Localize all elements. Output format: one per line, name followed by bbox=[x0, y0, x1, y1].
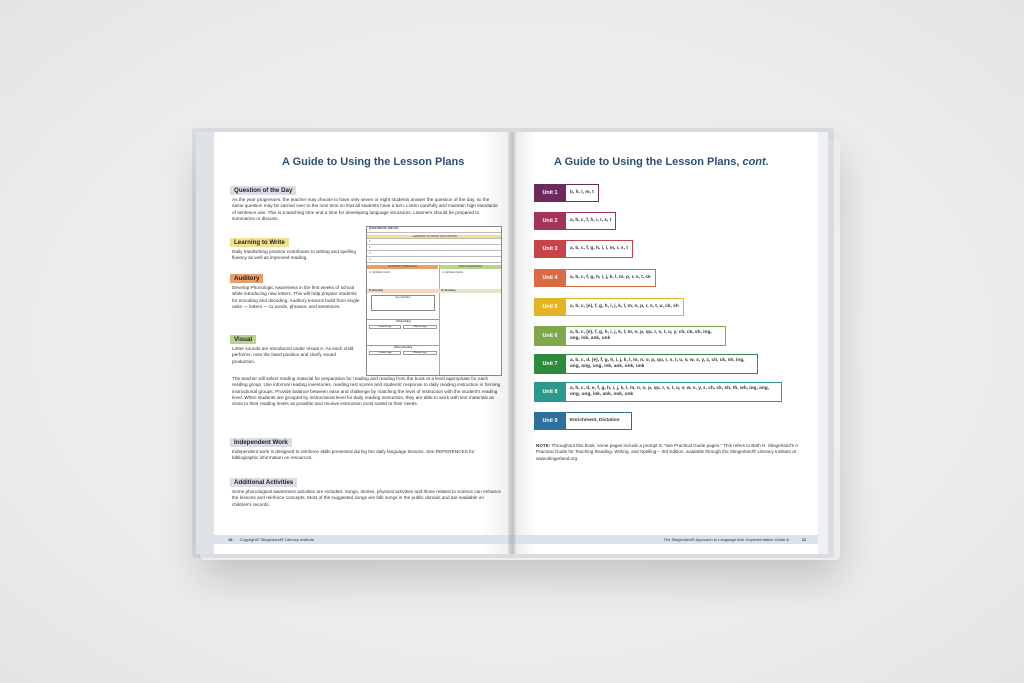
left-page-title: A Guide to Using the Lesson Plans bbox=[282, 156, 465, 168]
unit-letters-5: a, b, c, (e), f, g, h, i, j, k, l, m, n, p, r, s, t, u, ck, sh bbox=[566, 298, 684, 316]
unit-label-2: Unit 2 bbox=[534, 212, 566, 230]
form-header: QUESTION OF THE DAY bbox=[367, 227, 501, 233]
unit-row-6 bbox=[534, 326, 726, 346]
section-heading-additional-activities: Additional Activities bbox=[230, 478, 297, 487]
form-generalization-box: Generalization bbox=[371, 295, 435, 311]
unit-row-3 bbox=[534, 240, 633, 258]
form-auditory-band: AUDITORY APPROACH bbox=[367, 265, 438, 269]
unit-row-8 bbox=[534, 382, 782, 402]
section-heading-question-of-the-day: Question of the Day bbox=[230, 186, 296, 195]
form-printed-copy-2: Printed Copy bbox=[369, 351, 401, 355]
section-text-additional-activities: Some phonological awareness activities are included. Songs, stories, physical activities and those related to science can enhance the lessons and reinforce concepts. Most of the suggested songs are folk songs in the public domain and are available on children's records. bbox=[232, 489, 502, 507]
unit-row-7 bbox=[534, 354, 758, 374]
section-text-reading-groups: The teacher will select reading material for preparation for reading and reading from the book at a level appropriate for each reading group. Use informal reading inventories, reading test scores and students' response to daily reading instruction in forming instructional groups. Provide balance between ease and challenge by matching the level of instruction with the student's reading level. When students are grouped by instructional level for daily reading instruction, they are able to work with text materials as close to their reading levels as possible and receive instruction most suited to their needs. bbox=[232, 376, 501, 407]
section-text-learning-to-write: Daily handwriting practice contributes to writing and spelling fluency as well as improved reading. bbox=[232, 249, 357, 261]
right-page bbox=[512, 132, 828, 554]
unit-label-6: Unit 6 bbox=[534, 326, 566, 346]
form-band: LEARNING TO WRITE OR AUDITORY bbox=[367, 235, 501, 239]
left-page-footer bbox=[214, 535, 512, 544]
book-gutter bbox=[508, 132, 516, 554]
form-divider bbox=[439, 265, 440, 375]
form-alphabet-cards-left: A. Alphabet Cards bbox=[369, 271, 390, 274]
unit-row-9 bbox=[534, 412, 632, 430]
right-page-title bbox=[554, 156, 769, 168]
unit-label-9: Unit 9 bbox=[534, 412, 566, 430]
unit-letters-6: a, b, c, (e), f, g, h, i, j, k, l, m, n, p, qu, r, s, t, u, y, ch, ck, sh, ing, ang, ink, ank, unk bbox=[566, 326, 726, 346]
form-visual-band: VISUAL APPROACH bbox=[439, 265, 501, 269]
form-row-4: 4 bbox=[367, 258, 501, 263]
unit-label-8: Unit 8 bbox=[534, 382, 566, 402]
section-heading-independent-work: Independent Work bbox=[230, 438, 292, 447]
right-page-footer-text: The Slingerland® Approach to Language Arts: Implementation Guide A bbox=[663, 537, 789, 542]
form-encoding-band: B. Encoding bbox=[367, 289, 439, 293]
lesson-plan-form-thumbnail bbox=[366, 226, 502, 376]
practical-guide-note bbox=[536, 443, 806, 462]
section-text-independent-work: Independent work is designed to reinforce skills presented during the daily language lessons. See REFERENCES for bibliographic information on resources. bbox=[232, 449, 475, 461]
form-written-encoding: Written Encoding bbox=[367, 345, 439, 349]
unit-letters-9: Enrichment, Dictation bbox=[566, 412, 632, 430]
form-without-copy-2: Without Copy bbox=[403, 351, 437, 355]
form-unit-encoding: Unit Encoding bbox=[367, 319, 439, 323]
left-page-footer-text: Copyright© Slingerland® Literacy Institute bbox=[239, 537, 314, 542]
unit-row-5 bbox=[534, 298, 684, 316]
left-page-margin-bar bbox=[196, 132, 214, 554]
form-decoding-band: B. Decoding bbox=[439, 289, 501, 293]
form-without-copy-1: Without Copy bbox=[403, 325, 437, 329]
right-page-footer bbox=[512, 535, 818, 544]
section-heading-auditory: Auditory bbox=[230, 274, 263, 283]
left-page bbox=[196, 132, 512, 554]
section-text-auditory: Develop Phonologic Awareness in the first weeks of school while introducing new letters. This will help prepare students for encoding and decoding. Auditory lessons build from single units — letters — to words, phrases, and sentences. bbox=[232, 285, 360, 309]
unit-letters-8: a, b, c, d, e, f, g, h, i, j, k, l, m, n, o, p, qu, r, s, t, u, v, w, x, y, z, ch, ck, sh, th, wh, ing, ang, ong, ung, ink, ank, onk, unk bbox=[566, 382, 782, 402]
form-row-3: 3 bbox=[367, 252, 501, 257]
right-page-margin-bar bbox=[818, 132, 828, 554]
unit-label-5: Unit 5 bbox=[534, 298, 566, 316]
unit-row-2 bbox=[534, 212, 616, 230]
unit-row-4 bbox=[534, 269, 656, 287]
section-heading-visual: Visual bbox=[230, 335, 256, 344]
unit-letters-4: a, b, c, f, g, h, i, j, k, l, m, p, r, s, t, ck bbox=[566, 269, 656, 287]
note-text: Throughout this book, some pages include a prompt to "see Practical Guide pages." This refers to Beth H. Slingerland's A Practical Guide for Teaching Reading, Writing, and Spelling – 3rd Edition, available through the Slingerland® Literacy Institute at www.slingerland.org. bbox=[536, 443, 798, 461]
form-printed-copy-1: Printed Copy bbox=[369, 325, 401, 329]
form-alphabet-cards-right: A. Alphabet Cards bbox=[442, 271, 463, 274]
unit-letters-7: a, b, c, d, (e), f, g, h, i, j, k, l, m, n, o, p, qu, r, s, t, u, v, w, x, y, z, ch, ck, sh, ing, ang, ong, ung, ink, ank, onk, unk bbox=[566, 354, 758, 374]
right-page-title-italic: cont. bbox=[742, 156, 769, 168]
unit-label-3: Unit 3 bbox=[534, 240, 566, 258]
note-label: NOTE: bbox=[536, 443, 551, 448]
section-text-question-of-the-day: As the year progresses, the teacher may choose to have only seven or eight students answer the question of the day, so the same question may be carried over to the next time so that all students have a turn. Listen carefully and maintain high standards of sentence use. This is a teaching time and a time for developing language structures. Listeners should be prepared to summarize or discuss. bbox=[232, 197, 498, 221]
section-text-visual: Letter sounds are introduced under Visual A. As each child performs, note the hand position and clarify sound production. bbox=[232, 346, 354, 364]
right-page-number: 11 bbox=[801, 537, 806, 542]
unit-row-1 bbox=[534, 184, 599, 202]
section-heading-learning-to-write: Learning to Write bbox=[230, 238, 289, 247]
unit-label-1: Unit 1 bbox=[534, 184, 566, 202]
unit-letters-1: b, h, i, m, t bbox=[566, 184, 599, 202]
left-page-number: 18 bbox=[228, 537, 233, 542]
unit-letters-2: a, b, c, f, h, i, r, s, t bbox=[566, 212, 616, 230]
unit-label-7: Unit 7 bbox=[534, 354, 566, 374]
form-row-2: 2 bbox=[367, 246, 501, 251]
right-page-title-main: A Guide to Using the Lesson Plans, bbox=[554, 156, 740, 168]
form-row-1: 1 bbox=[367, 240, 501, 245]
unit-label-4: Unit 4 bbox=[534, 269, 566, 287]
unit-letters-3: a, b, c, f, g, h, i, l, m, r, s, t bbox=[566, 240, 633, 258]
